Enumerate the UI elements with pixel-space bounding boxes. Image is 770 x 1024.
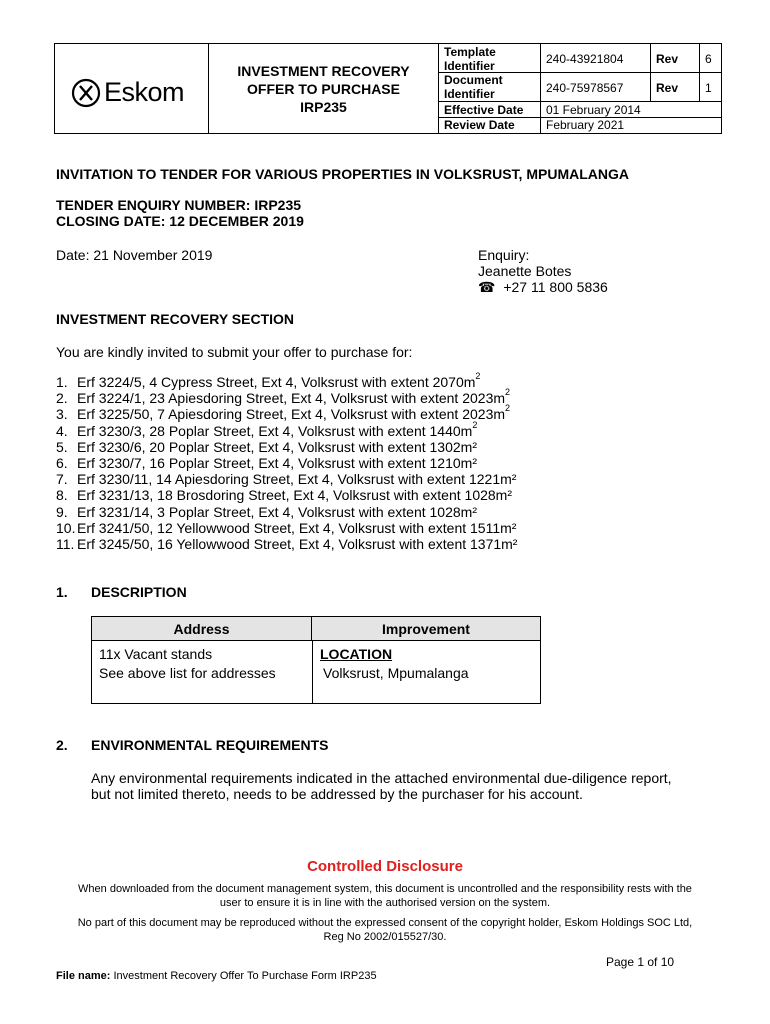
property-number: 4. [56,422,68,439]
title-line-2: OFFER TO PURCHASE [247,81,400,97]
notice-copyright-line-2: Reg No 2002/015527/30. [323,931,447,943]
property-text: Erf 3230/11, 14 Apiesdoring Street, Ext 4, Volksrust with extent 1221m² [77,471,517,488]
property-list-item [56,371,481,390]
description-table [91,616,541,704]
property-text: Erf 3224/5, 4 Cypress Street, Ext 4, Volksrust with extent 2070m [77,374,476,390]
property-list-item [56,520,516,536]
property-text: Erf 3225/50, 7 Apiesdoring Street, Ext 4, Volksrust with extent 2023m [77,406,506,423]
environmental-line-2: but not limited thereto, needs to be addressed by the purchaser for his account. [91,786,583,802]
address-column-header: Address [92,617,312,641]
effective-date-row [439,102,722,118]
property-number: 6. [56,455,68,471]
property-superscript: 2 [505,387,511,398]
effective-date-value: 01 February 2014 [546,103,641,117]
property-list-item [56,455,477,471]
property-number: 11. [56,536,75,552]
property-list-item [56,439,477,455]
logo-cell [55,44,209,133]
property-text: Erf 3230/7, 16 Poplar Street, Ext 4, Volksrust with extent 1210m² [77,455,477,471]
document-rev-label: Rev [650,73,700,101]
property-list-item [56,504,477,520]
review-date-row [439,118,722,133]
property-text: Erf 3224/1, 23 Apiesdoring Street, Ext 4, Volksrust with extent 2023m [77,390,506,407]
property-number: 5. [56,438,68,455]
property-list-item [56,403,511,423]
notice-copyright-line-1: No part of this document may be reproduced without the expressed consent of the copyright holder, Eskom Holdings SOC Ltd, [77,917,693,929]
property-text: Erf 3230/6, 20 Poplar Street, Ext 4, Volksrust with extent 1302m² [77,438,477,455]
environmental-line-1: Any environmental requirements indicated in the attached environmental due-diligence report, [91,770,672,786]
property-list-item [56,471,516,487]
closing-date: CLOSING DATE: 12 DECEMBER 2019 [56,213,304,229]
address-line-1: 11x Vacant stands [99,646,213,662]
property-number: 2. [56,390,68,407]
page-number: Page 1 of 10 [606,955,675,969]
property-superscript: 2 [472,419,478,430]
review-date-label: Review Date [439,118,541,133]
property-number: 3. [56,406,68,423]
notice-uncontrolled-line-1: When downloaded from the document management system, this document is uncontrolled and the responsibility rests with the [78,883,692,895]
template-rev-label: Rev [650,44,700,72]
file-name-line [56,970,377,982]
effective-date-label: Effective Date [439,102,541,117]
property-number: 7. [56,471,68,488]
property-list-item [56,487,512,503]
property-number: 1. [56,374,68,390]
template-identifier-value: 240-43921804 [546,52,624,66]
template-identifier-label: Template Identifier [439,44,541,72]
invitation-title: INVITATION TO TENDER FOR VARIOUS PROPERTIES IN VOLKSRUST, MPUMALANGA [56,166,629,182]
title-line-1: INVESTMENT RECOVERY [237,63,410,79]
eskom-logo [71,77,184,108]
location-label: LOCATION [320,646,393,662]
document-meta [439,44,722,133]
property-list-item [56,387,511,407]
enquiry-phone-line [478,279,608,296]
description-number: 1. [56,584,68,600]
property-list-item [56,536,517,552]
eskom-emblem-icon [71,78,101,108]
file-name-label: File name: [56,970,111,982]
document-identifier-value: 240-75978567 [546,81,624,95]
document-rev-value: 1 [705,81,712,95]
controlled-disclosure: Controlled Disclosure [307,858,463,875]
property-number: 8. [56,487,68,504]
tender-enquiry-number: TENDER ENQUIRY NUMBER: IRP235 [56,197,302,213]
enquiry-name: Jeanette Botes [478,263,572,279]
property-text: Erf 3231/14, 3 Poplar Street, Ext 4, Volksrust with extent 1028m² [77,503,477,520]
logo-text: Eskom [104,77,185,107]
template-rev-value: 6 [705,52,712,66]
property-text: Erf 3231/13, 18 Brosdoring Street, Ext 4, Volksrust with extent 1028m² [77,487,513,504]
address-line-2: See above list for addresses [99,665,276,681]
property-text: Erf 3245/50, 16 Yellowwood Street, Ext 4, Volksrust with extent 1371m² [77,536,518,552]
section-title: INVESTMENT RECOVERY SECTION [56,311,295,327]
improvement-column-header: Improvement [312,617,540,641]
property-list-item [56,419,478,439]
enquiry-label: Enquiry: [478,247,530,263]
environmental-number: 2. [56,737,68,753]
environmental-title: ENVIRONMENTAL REQUIREMENTS [91,737,329,753]
phone-icon: ☎ [478,279,496,295]
document-identifier-label: Document Identifier [439,73,541,101]
intro-text: You are kindly invited to submit your offer to purchase for: [56,344,413,360]
property-number: 9. [56,503,68,520]
title-line-3: IRP235 [300,99,347,115]
enquiry-phone: +27 11 800 5836 [503,279,608,295]
property-superscript: 2 [475,371,481,381]
document-header-table [54,43,722,134]
property-text: Erf 3230/3, 28 Poplar Street, Ext 4, Volksrust with extent 1440m [77,422,473,439]
property-text: Erf 3241/50, 12 Yellowwood Street, Ext 4, Volksrust with extent 1511m² [77,519,517,536]
document-title [209,44,439,133]
document-date: Date: 21 November 2019 [56,247,213,263]
property-superscript: 2 [505,403,511,414]
property-number: 10. [56,519,76,536]
template-identifier-row [439,44,722,73]
description-title: DESCRIPTION [91,584,187,600]
notice-uncontrolled-line-2: user to ensure it is in line with the authorised version on the system. [219,897,551,909]
column-divider [312,641,313,703]
document-identifier-row [439,73,722,102]
location-value: Volksrust, Mpumalanga [323,665,469,681]
review-date-value: February 2021 [546,118,625,132]
file-name-value: Investment Recovery Offer To Purchase Form IRP235 [113,970,377,982]
